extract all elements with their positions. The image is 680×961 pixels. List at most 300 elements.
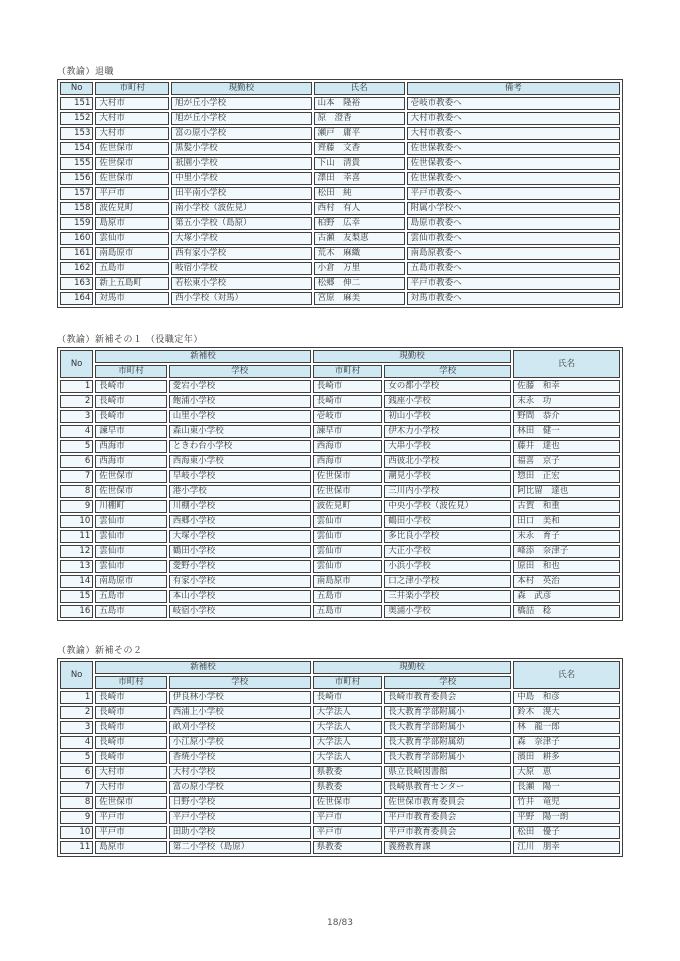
cell-no: 1 xyxy=(60,691,93,704)
cell: 田平南小学校 xyxy=(171,187,312,200)
cell: 有家小学校 xyxy=(169,575,311,588)
cell: 県立長崎図書館 xyxy=(384,766,511,779)
cell: 福喜 京子 xyxy=(513,455,620,468)
cell: 銭座小学校 xyxy=(384,395,511,408)
cell: 奥浦小学校 xyxy=(384,605,511,618)
header-new-municipality: 市町村 xyxy=(95,365,167,378)
cell: 港小学校 xyxy=(169,485,311,498)
cell: 雲仙市 xyxy=(313,530,383,543)
cell: 大塚小学校 xyxy=(171,232,312,245)
cell-no: 163 xyxy=(60,277,93,290)
cell: 西海東小学校 xyxy=(169,455,311,468)
table-row xyxy=(60,811,620,824)
cell: 長崎市 xyxy=(313,395,383,408)
cell: 雲仙市 xyxy=(95,545,167,558)
cell: 南小学校（波佐見） xyxy=(171,202,312,215)
cell: 阿比留 達也 xyxy=(513,485,620,498)
cell: 大村市教委へ xyxy=(407,127,620,140)
cell: 大学法人 xyxy=(313,706,383,719)
cell: 潮見小学校 xyxy=(384,470,511,483)
table-row xyxy=(60,277,620,290)
header-new-school: 学校 xyxy=(169,365,311,378)
cell: 平戸市 xyxy=(95,811,167,824)
cell: 平戸市教委へ xyxy=(407,277,620,290)
cell: 佐世保市 xyxy=(95,485,167,498)
header-new-municipality: 市町村 xyxy=(95,676,167,689)
header-name: 氏名 xyxy=(314,82,405,95)
cell-no: 155 xyxy=(60,157,93,170)
cell: 長崎市 xyxy=(95,706,167,719)
cell: 多比良小学校 xyxy=(384,530,511,543)
cell: 長崎市教育委員会 xyxy=(384,691,511,704)
cell: 森 武彦 xyxy=(513,590,620,603)
cell: 伊木力小学校 xyxy=(384,425,511,438)
cell: 西海市 xyxy=(313,455,383,468)
table-row xyxy=(60,262,620,275)
cell: 西小学校（対馬） xyxy=(171,292,312,305)
cell: 飽浦小学校 xyxy=(169,395,311,408)
cell: 波佐見町 xyxy=(95,202,169,215)
cell: 新上五島町 xyxy=(95,277,169,290)
cell: 附属小学校へ xyxy=(407,202,620,215)
cell: 山里小学校 xyxy=(169,410,311,423)
cell: 愛宕小学校 xyxy=(169,380,311,393)
cell-no: 152 xyxy=(60,112,93,125)
cell: 佐世保市 xyxy=(95,796,167,809)
cell: 鶴田小学校 xyxy=(384,515,511,528)
cell: 波佐見町 xyxy=(313,500,383,513)
cell: 森 奈津子 xyxy=(513,736,620,749)
cell: 惣田 正宏 xyxy=(513,470,620,483)
cell-no: 153 xyxy=(60,127,93,140)
cell: 長崎市 xyxy=(313,691,383,704)
cell: 第二小学校（島原） xyxy=(169,841,311,854)
cell: 平戸市 xyxy=(95,826,167,839)
cell: 佐世保教委へ xyxy=(407,157,620,170)
cell: 旭が丘小学校 xyxy=(171,112,312,125)
cell: 愛野小学校 xyxy=(169,560,311,573)
table-row xyxy=(60,605,620,618)
cell-no: 4 xyxy=(60,425,93,438)
table-row xyxy=(60,841,620,854)
cell: 大串小学校 xyxy=(384,440,511,453)
header-current-school: 現勤校 xyxy=(171,82,312,95)
cell-no: 9 xyxy=(60,500,93,513)
cell: 壱岐市 xyxy=(313,410,383,423)
cell: 大村市 xyxy=(95,97,169,110)
cell-no: 8 xyxy=(60,485,93,498)
cell: 橋詰 稔 xyxy=(513,605,620,618)
header-current-school: 学校 xyxy=(384,676,511,689)
cell: 黒髪小学校 xyxy=(171,142,312,155)
table-row xyxy=(60,380,620,393)
cell: 長崎市 xyxy=(95,380,167,393)
cell: 林 龍一郎 xyxy=(513,721,620,734)
cell: 義務教育課 xyxy=(384,841,511,854)
table-row xyxy=(60,751,620,764)
retire-table-header-row xyxy=(60,82,620,95)
cell: 中島 和彦 xyxy=(513,691,620,704)
cell: 五島市 xyxy=(95,262,169,275)
cell: 佐世保市 xyxy=(313,470,383,483)
cell: 田助小学校 xyxy=(169,826,311,839)
cell: 林田 健一 xyxy=(513,425,620,438)
cell: 長崎市 xyxy=(95,751,167,764)
header-no: No xyxy=(60,350,93,378)
cell: 三井楽小学校 xyxy=(384,590,511,603)
cell: 長大教育学部附属小 xyxy=(384,751,511,764)
cell: 小倉 万里 xyxy=(314,262,405,275)
cell: 大村小学校 xyxy=(169,766,311,779)
cell: 平戸小学校 xyxy=(169,811,311,824)
header-current-school-group: 現勤校 xyxy=(313,661,511,674)
cell: 大村市 xyxy=(95,766,167,779)
table-row xyxy=(60,202,620,215)
cell: 柏野 広幸 xyxy=(314,217,405,230)
cell: 佐世保市 xyxy=(95,157,169,170)
cell: 佐藤 和幸 xyxy=(513,380,620,393)
cell-no: 10 xyxy=(60,826,93,839)
table-row xyxy=(60,97,620,110)
cell: 本山小学校 xyxy=(169,590,311,603)
cell: 末永 功 xyxy=(513,395,620,408)
cell: 宮原 麻美 xyxy=(314,292,405,305)
cell: 平戸市教委へ xyxy=(407,187,620,200)
cell: 藤井 達也 xyxy=(513,440,620,453)
cell: 三川内小学校 xyxy=(384,485,511,498)
cell-no: 162 xyxy=(60,262,93,275)
cell-no: 6 xyxy=(60,766,93,779)
table-row xyxy=(60,232,620,245)
header-name: 氏名 xyxy=(513,661,620,689)
table-row xyxy=(60,721,620,734)
cell: 佐世保市 xyxy=(95,142,169,155)
cell: 澤田 幸喜 xyxy=(314,172,405,185)
table-row xyxy=(60,796,620,809)
table-row xyxy=(60,455,620,468)
table-row xyxy=(60,515,620,528)
table-row xyxy=(60,127,620,140)
cell: 対馬市教委へ xyxy=(407,292,620,305)
table-row xyxy=(60,826,620,839)
cell-no: 7 xyxy=(60,470,93,483)
cell: 雲仙市 xyxy=(313,560,383,573)
cell: 野間 恭介 xyxy=(513,410,620,423)
cell: 富の原小学校 xyxy=(171,127,312,140)
cell-no: 7 xyxy=(60,781,93,794)
cell: 松田 純 xyxy=(314,187,405,200)
cell: 中央小学校（波佐見） xyxy=(384,500,511,513)
cell: 岐宿小学校 xyxy=(171,262,312,275)
cell: 佐世保教委へ xyxy=(407,172,620,185)
cell: 諫早市 xyxy=(313,425,383,438)
cell: 諫早市 xyxy=(95,425,167,438)
cell-no: 8 xyxy=(60,796,93,809)
table-row xyxy=(60,172,620,185)
table-row xyxy=(60,485,620,498)
cell-no: 156 xyxy=(60,172,93,185)
cell-no: 6 xyxy=(60,455,93,468)
cell: 西村 有人 xyxy=(314,202,405,215)
header-current-school-group: 現勤校 xyxy=(313,350,511,363)
cell: 下山 清貴 xyxy=(314,157,405,170)
cell: 南島原教委へ xyxy=(407,247,620,260)
table-row xyxy=(60,395,620,408)
cell: 長大教育学部附属小 xyxy=(384,721,511,734)
cell: 西郷小学校 xyxy=(169,515,311,528)
cell: 平戸市 xyxy=(313,826,383,839)
cell-no: 159 xyxy=(60,217,93,230)
cell: 大学法人 xyxy=(313,751,383,764)
cell: 川棚町 xyxy=(95,500,167,513)
cell-no: 12 xyxy=(60,545,93,558)
table-row xyxy=(60,706,620,719)
cell: 山本 隆裕 xyxy=(314,97,405,110)
cell-no: 160 xyxy=(60,232,93,245)
cell: 平戸市教育委員会 xyxy=(384,811,511,824)
cell-no: 3 xyxy=(60,410,93,423)
table-row xyxy=(60,500,620,513)
cell: 第五小学校（島原） xyxy=(171,217,312,230)
cell: 伊良林小学校 xyxy=(169,691,311,704)
cell: 県教委 xyxy=(313,841,383,854)
cell: 五島市 xyxy=(95,605,167,618)
retire-table xyxy=(57,79,623,308)
cell-no: 5 xyxy=(60,751,93,764)
cell-no: 14 xyxy=(60,575,93,588)
cell: 佐世保市 xyxy=(313,485,383,498)
cell-no: 158 xyxy=(60,202,93,215)
cell: 県教委 xyxy=(313,781,383,794)
newhire2-header-row-top xyxy=(60,661,620,674)
header-name: 氏名 xyxy=(513,350,620,378)
table-row xyxy=(60,766,620,779)
cell: 長崎市 xyxy=(313,380,383,393)
cell-no: 10 xyxy=(60,515,93,528)
cell: 県教委 xyxy=(313,766,383,779)
cell: 西海市 xyxy=(95,455,167,468)
cell: 原田 和也 xyxy=(513,560,620,573)
cell-no: 157 xyxy=(60,187,93,200)
cell: 西彼北小学校 xyxy=(384,455,511,468)
cell-no: 11 xyxy=(60,530,93,543)
table-row xyxy=(60,575,620,588)
cell: 南島原市 xyxy=(313,575,383,588)
newhire1-table-title: （教諭）新補その１ （役職定年） xyxy=(57,335,203,345)
cell: 濱田 耕多 xyxy=(513,751,620,764)
cell-no: 16 xyxy=(60,605,93,618)
header-new-school-group: 新補校 xyxy=(95,661,311,674)
cell: 川棚小学校 xyxy=(169,500,311,513)
cell: 大村市教委へ xyxy=(407,112,620,125)
cell: 旭が丘小学校 xyxy=(171,97,312,110)
cell: 末永 育子 xyxy=(513,530,620,543)
header-current-school: 学校 xyxy=(384,365,511,378)
cell: 佐世保市 xyxy=(95,172,169,185)
table-row xyxy=(60,781,620,794)
header-new-school: 学校 xyxy=(169,676,311,689)
table-row xyxy=(60,590,620,603)
table-row xyxy=(60,425,620,438)
cell: 西有家小学校 xyxy=(171,247,312,260)
cell: 平戸市 xyxy=(95,187,169,200)
cell: 香焼小学校 xyxy=(169,751,311,764)
cell: 佐世保市教育委員会 xyxy=(384,796,511,809)
cell: 畝刈小学校 xyxy=(169,721,311,734)
cell: 荒木 麻織 xyxy=(314,247,405,260)
cell-no: 11 xyxy=(60,841,93,854)
cell: 五島市 xyxy=(313,590,383,603)
cell: 五島市教委へ xyxy=(407,262,620,275)
cell: 長瀬 陽一 xyxy=(513,781,620,794)
cell-no: 151 xyxy=(60,97,93,110)
cell: 田口 美和 xyxy=(513,515,620,528)
cell: 長大教育学部附属幼 xyxy=(384,736,511,749)
cell: 女の都小学校 xyxy=(384,380,511,393)
cell: 長崎市 xyxy=(95,395,167,408)
cell: 壱岐市教委へ xyxy=(407,97,620,110)
table-row xyxy=(60,292,620,305)
cell: 岐宿小学校 xyxy=(169,605,311,618)
table-row xyxy=(60,470,620,483)
cell: 祇園小学校 xyxy=(171,157,312,170)
table-row xyxy=(60,691,620,704)
cell: 小浜小学校 xyxy=(384,560,511,573)
cell: 雲仙市 xyxy=(95,515,167,528)
table-row xyxy=(60,736,620,749)
header-current-municipality: 市町村 xyxy=(313,365,383,378)
cell: 島原市 xyxy=(95,217,169,230)
table-row xyxy=(60,217,620,230)
cell: 西浦上小学校 xyxy=(169,706,311,719)
cell: 大正小学校 xyxy=(384,545,511,558)
table-row xyxy=(60,112,620,125)
cell-no: 3 xyxy=(60,721,93,734)
cell: 日野小学校 xyxy=(169,796,311,809)
cell: 雲仙市 xyxy=(95,530,167,543)
cell: 大原 恵 xyxy=(513,766,620,779)
cell: 大塚小学校 xyxy=(169,530,311,543)
table-row xyxy=(60,157,620,170)
cell: 鶴田小学校 xyxy=(169,545,311,558)
table-row xyxy=(60,560,620,573)
header-municipality: 市町村 xyxy=(95,82,169,95)
cell: 竹井 竜児 xyxy=(513,796,620,809)
cell: 長崎市 xyxy=(95,736,167,749)
cell-no: 5 xyxy=(60,440,93,453)
cell: 長大教育学部附属小 xyxy=(384,706,511,719)
cell: 雲仙市 xyxy=(313,515,383,528)
cell: 大村市 xyxy=(95,127,169,140)
table-row xyxy=(60,530,620,543)
cell-no: 154 xyxy=(60,142,93,155)
cell: 佐世保市 xyxy=(313,796,383,809)
cell: 瀬戸 庸平 xyxy=(314,127,405,140)
cell: 初山小学校 xyxy=(384,410,511,423)
cell-no: 15 xyxy=(60,590,93,603)
cell: 峰添 奈津子 xyxy=(513,545,620,558)
cell: 小江原小学校 xyxy=(169,736,311,749)
cell: 西海市 xyxy=(313,440,383,453)
header-no: No xyxy=(60,82,93,95)
cell-no: 1 xyxy=(60,380,93,393)
cell: 平野 陽一朗 xyxy=(513,811,620,824)
newhire1-header-row-top xyxy=(60,350,620,363)
cell: 原 澄香 xyxy=(314,112,405,125)
cell-no: 2 xyxy=(60,395,93,408)
cell: 本村 英治 xyxy=(513,575,620,588)
cell: 長崎県教育センター xyxy=(384,781,511,794)
cell: 松郷 伸二 xyxy=(314,277,405,290)
cell: 森山東小学校 xyxy=(169,425,311,438)
cell: 中里小学校 xyxy=(171,172,312,185)
cell: 南島原市 xyxy=(95,575,167,588)
cell: 長崎市 xyxy=(95,721,167,734)
cell: 島原市 xyxy=(95,841,167,854)
cell: 古賀 和重 xyxy=(513,500,620,513)
table-row xyxy=(60,142,620,155)
cell: 雲仙市教委へ xyxy=(407,232,620,245)
header-new-school-group: 新補校 xyxy=(95,350,311,363)
cell-no: 4 xyxy=(60,736,93,749)
cell: 佐世保市 xyxy=(95,470,167,483)
newhire2-table xyxy=(57,658,623,857)
cell: 大学法人 xyxy=(313,736,383,749)
cell: 平戸市教育委員会 xyxy=(384,826,511,839)
header-remarks: 備考 xyxy=(407,82,620,95)
retire-table-title: （教諭）退職 xyxy=(57,67,115,77)
cell: 平戸市 xyxy=(313,811,383,824)
header-no: No xyxy=(60,661,93,689)
header-current-municipality: 市町村 xyxy=(313,676,383,689)
cell-no: 2 xyxy=(60,706,93,719)
table-row xyxy=(60,545,620,558)
cell-no: 9 xyxy=(60,811,93,824)
newhire1-table xyxy=(57,347,623,621)
table-row xyxy=(60,247,620,260)
cell: 松田 優子 xyxy=(513,826,620,839)
table-row xyxy=(60,187,620,200)
cell: 西海市 xyxy=(95,440,167,453)
cell: 五島市 xyxy=(95,590,167,603)
cell: 口之津小学校 xyxy=(384,575,511,588)
table-row xyxy=(60,410,620,423)
cell: 大学法人 xyxy=(313,721,383,734)
cell: ときわ台小学校 xyxy=(169,440,311,453)
cell: 五島市 xyxy=(313,605,383,618)
cell: 大村市 xyxy=(95,112,169,125)
cell-no: 161 xyxy=(60,247,93,260)
cell: 南島原市 xyxy=(95,247,169,260)
cell: 鈴木 滉大 xyxy=(513,706,620,719)
cell: 齊藤 文香 xyxy=(314,142,405,155)
cell: 雲仙市 xyxy=(95,232,169,245)
cell: 古瀬 友梨恵 xyxy=(314,232,405,245)
cell: 島原市教委へ xyxy=(407,217,620,230)
newhire2-table-title: （教諭）新補その２ xyxy=(57,646,143,656)
cell-no: 164 xyxy=(60,292,93,305)
cell: 対馬市 xyxy=(95,292,169,305)
cell: 雲仙市 xyxy=(95,560,167,573)
cell: 長崎市 xyxy=(95,410,167,423)
cell-no: 13 xyxy=(60,560,93,573)
cell: 富の原小学校 xyxy=(169,781,311,794)
table-row xyxy=(60,440,620,453)
cell: 早岐小学校 xyxy=(169,470,311,483)
cell: 長崎市 xyxy=(95,691,167,704)
page-number: 18/83 xyxy=(327,918,353,928)
cell: 雲仙市 xyxy=(313,545,383,558)
